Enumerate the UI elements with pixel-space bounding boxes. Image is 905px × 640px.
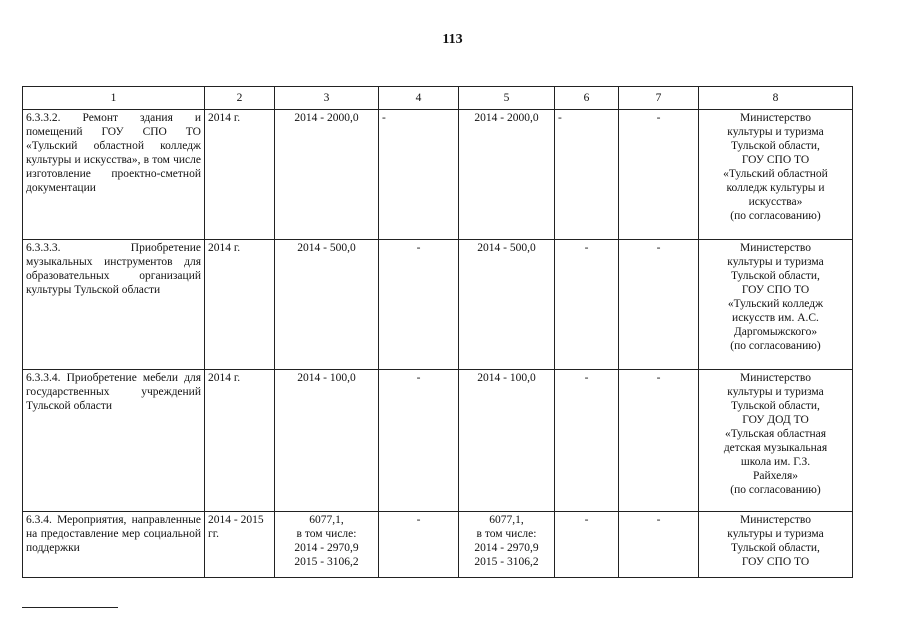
- column-header: 8: [699, 87, 853, 110]
- other-funding-cell: -: [619, 370, 699, 512]
- column-header: 7: [619, 87, 699, 110]
- executor-line: «Тульская областная: [724, 428, 827, 440]
- funding-line: 2014 - 100,0: [297, 372, 356, 384]
- column-header: 4: [379, 87, 459, 110]
- executor-line: школа им. Г.З.: [740, 456, 811, 468]
- measure-cell: 6.3.4. Мероприятия, направленные на предоставление мер социальной поддержки: [23, 512, 205, 578]
- executor-line: Министерство: [740, 372, 811, 384]
- measure-cell: 6.3.3.4. Приобретение мебели для государственных учреждений Тульской области: [23, 370, 205, 512]
- executor-cell: [699, 110, 853, 240]
- funding-line: 2014 - 2000,0: [294, 112, 359, 124]
- other-funding-cell: -: [619, 110, 699, 240]
- executor-line: Тульской области,: [731, 542, 820, 554]
- funding-line: 6077,1,: [309, 514, 344, 526]
- executor-line: ГОУ СПО ТО: [741, 154, 810, 166]
- page-number: 113: [442, 32, 463, 47]
- executor-line: (по согласованию): [730, 484, 821, 496]
- column-header: 1: [23, 87, 205, 110]
- executor-line: «Тульский областной: [723, 168, 828, 180]
- federal-funding-cell: -: [379, 370, 459, 512]
- executor-line: детская музыкальная: [723, 442, 828, 454]
- funding-line: 2014 - 2970,9: [474, 542, 539, 554]
- total-funding-cell: [275, 110, 379, 240]
- executor-line: искусств им. А.С.: [732, 312, 819, 324]
- total-funding-cell: [275, 240, 379, 370]
- executor-line: ГОУ СПО ТО: [741, 284, 810, 296]
- executor-line: ГОУ ДОД ТО: [742, 414, 809, 426]
- executor-line: культуры и туризма: [727, 386, 824, 398]
- executor-line: культуры и туризма: [727, 256, 824, 268]
- regional-funding-cell: [459, 240, 555, 370]
- funding-line: 2014 - 2970,9: [294, 542, 359, 554]
- period-cell: 2014 - 2015 гг.: [205, 512, 275, 578]
- executor-cell: [699, 370, 853, 512]
- column-header: 3: [275, 87, 379, 110]
- regional-funding-cell: [459, 370, 555, 512]
- total-funding-cell: [275, 512, 379, 578]
- executor-line: Министерство: [740, 514, 811, 526]
- header-row: [23, 87, 853, 110]
- federal-funding-cell: -: [379, 240, 459, 370]
- federal-funding-cell: -: [379, 512, 459, 578]
- executor-line: Даргомыжского»: [733, 326, 818, 338]
- measure-cell: 6.3.3.3. Приобретение музыкальных инструментов для образовательных организаций культуры Тульской области: [23, 240, 205, 370]
- funding-line: в том числе:: [296, 528, 357, 540]
- executor-line: культуры и туризма: [727, 126, 824, 138]
- executor-line: ГОУ СПО ТО: [741, 556, 810, 568]
- period-cell: 2014 г.: [205, 370, 275, 512]
- executor-line: Тульской области,: [731, 140, 820, 152]
- funding-line: 2014 - 2000,0: [474, 112, 539, 124]
- funding-line: 2014 - 100,0: [477, 372, 536, 384]
- federal-funding-cell: -: [379, 110, 459, 240]
- local-funding-cell: -: [555, 512, 619, 578]
- executor-cell: [699, 240, 853, 370]
- executor-line: Министерство: [740, 112, 811, 124]
- executor-line: (по согласованию): [730, 340, 821, 352]
- local-funding-cell: -: [555, 240, 619, 370]
- executor-line: «Тульский колледж: [727, 298, 824, 310]
- executor-line: (по согласованию): [730, 210, 821, 222]
- other-funding-cell: -: [619, 512, 699, 578]
- regional-funding-cell: [459, 110, 555, 240]
- total-funding-cell: [275, 370, 379, 512]
- executor-line: культуры и туризма: [727, 528, 824, 540]
- executor-line: колледж культуры и: [726, 182, 825, 194]
- period-cell: 2014 г.: [205, 110, 275, 240]
- executor-cell: [699, 512, 853, 578]
- funding-line: 2015 - 3106,2: [294, 556, 359, 568]
- column-header: 2: [205, 87, 275, 110]
- regional-funding-cell: [459, 512, 555, 578]
- column-header: 5: [459, 87, 555, 110]
- period-cell: 2014 г.: [205, 240, 275, 370]
- funding-line: 2015 - 3106,2: [474, 556, 539, 568]
- table-row: [23, 240, 853, 370]
- other-funding-cell: -: [619, 240, 699, 370]
- funding-line: в том числе:: [476, 528, 537, 540]
- executor-line: Министерство: [740, 242, 811, 254]
- column-header: 6: [555, 87, 619, 110]
- plan-table: [22, 86, 853, 578]
- funding-line: 2014 - 500,0: [297, 242, 356, 254]
- local-funding-cell: -: [555, 370, 619, 512]
- executor-line: искусства»: [748, 196, 803, 208]
- executor-line: Тульской области,: [731, 270, 820, 282]
- table-row: [23, 110, 853, 240]
- table-row: [23, 512, 853, 578]
- funding-line: 6077,1,: [489, 514, 524, 526]
- executor-line: Райхеля»: [752, 470, 798, 482]
- measure-cell: 6.3.3.2. Ремонт здания и помещений ГОУ СПО ТО «Тульский областной колледж культуры и искусства», в том числе изготовление проектно-сметной документации: [23, 110, 205, 240]
- executor-line: Тульской области,: [731, 400, 820, 412]
- footnote-rule: [22, 607, 118, 608]
- table-row: [23, 370, 853, 512]
- local-funding-cell: -: [555, 110, 619, 240]
- funding-line: 2014 - 500,0: [477, 242, 536, 254]
